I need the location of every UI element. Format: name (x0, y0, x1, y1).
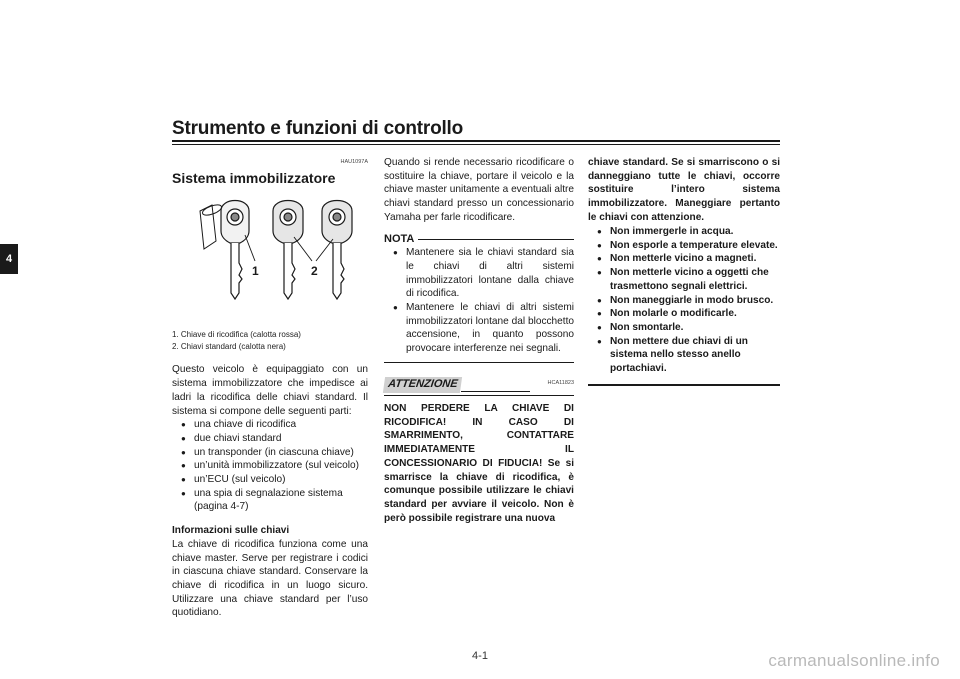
list-item: ● Non immergerle in acqua. (588, 225, 780, 239)
list-item: ● Non esporle a temperature elevate. (588, 239, 780, 253)
header-rule (172, 140, 780, 142)
standard-key-2 (322, 201, 352, 300)
list-item: ● Non metterle vicino a magneti. (588, 252, 780, 266)
figure-captions (172, 329, 368, 353)
recode-key (221, 201, 249, 300)
page-number: 4-1 (472, 650, 488, 662)
attenzione-list (588, 225, 780, 376)
attenzione-text-part-3: chiave standard. Se si smarriscono o si danneggiano tutte le chiavi, occorre sostituire l’intero sistema immobilizzatore. Maneggiare pertanto le chiavi con attenzione. (588, 157, 780, 223)
list-item: ● una chiave di ricodifica (172, 418, 368, 432)
list-item: ● Non smontarle. (588, 321, 780, 335)
list-item: ● un’unità immobilizzatore (sul veicolo) (172, 459, 368, 473)
section-end-rule (588, 384, 780, 386)
list-item: ● una spia di segnalazione sistema (pagina 4-7) (172, 487, 368, 514)
header-rule-thin (172, 144, 780, 145)
list-item: ● Non metterle vicino a oggetti che trasmettono segnali elettrici. (588, 266, 780, 293)
keys-illustration (172, 189, 368, 325)
column-2 (384, 156, 574, 396)
column-1 (172, 156, 368, 620)
standard-key-1 (273, 201, 303, 300)
keyring-tag (200, 203, 223, 249)
nota-heading (384, 233, 574, 247)
info-paragraph-1: La chiave di ricodifica funziona come una chiave master. Serve per registrare i codici in ciascuna chiave standard. Conservare la chiave di ricodifica in un luogo sicuro. Utilizzare una chiave standard per l’uso quotidiano. (172, 538, 368, 619)
attenzione-heading (384, 377, 574, 393)
list-item: ● Mantenere sia le chiavi standard sia le chiavi di altri sistemi immobilizzatori lontane dalla chiave di ricodifica. (384, 246, 574, 301)
section-code: HAU1097A (340, 159, 368, 165)
column-3 (588, 225, 780, 386)
attenzione-rule (384, 395, 574, 396)
attenzione-text-part-2: NON PERDERE LA CHIAVE DI RICODIFICA! IN CASO DI SMARRIMENTO, CONTATTARE IMMEDIATAMENTE IL CONCESSIONARIO DI FIDUCIA! Se si smarrisce la chiave di ricodifica, è comunque possibile utilizzare le chiavi standard per avviare il veicolo. Non è però possibile registrare una nuova (384, 403, 574, 524)
attenzione-label: ATTENZIONE (383, 377, 463, 393)
caption-1: 1. Chiave di ricodifica (calotta rossa) (172, 330, 301, 340)
page-header-title: Strumento e funzioni di controllo (172, 118, 464, 139)
intro-paragraph: Questo veicolo è equipaggiato con un sistema immobilizzatore che impedisce ai ladri la ricodifica delle chiavi standard. Il sistema si compone delle seguenti parti: (172, 364, 368, 417)
info-paragraph-2: Quando si rende necessario ricodificare o sostituire la chiave, portare il veicolo e la chiave master unitamente a eventuali altre chiavi standard presso un concessionario Yamaha per farle ricodificare. (384, 157, 574, 223)
list-item: ● due chiavi standard (172, 432, 368, 446)
list-item: ● Non molarle o modificarle. (588, 307, 780, 321)
nota-list (384, 246, 574, 356)
info-heading: Informazioni sulle chiavi (172, 525, 290, 537)
callout-label-2: 2 (311, 264, 318, 279)
components-list (172, 418, 368, 514)
callout-label-1: 1 (252, 264, 259, 279)
nota-label: NOTA (384, 232, 415, 245)
nota-end-rule (384, 362, 574, 363)
chapter-tab: 4 (0, 244, 18, 274)
attenzione-code: HCA11823 (547, 379, 574, 386)
list-item: ● Non mettere due chiavi di un sistema nello stesso anello portachiavi. (588, 335, 780, 376)
list-item: ● Non maneggiarle in modo brusco. (588, 294, 780, 308)
list-item: ● un’ECU (sul veicolo) (172, 473, 368, 487)
list-item: ● un transponder (in ciascuna chiave) (172, 446, 368, 460)
list-item: ● Mantenere le chiavi di altri sistemi immobilizzatori lontane dal blocchetto accensione, in quanto possono provocare interferenze nei segnali. (384, 301, 574, 356)
section-title: Sistema immobilizzatore (172, 169, 336, 186)
watermark: carmanualsonline.info (768, 651, 940, 670)
caption-2: 2. Chiavi standard (calotta nera) (172, 342, 286, 352)
keys-figure (172, 189, 368, 325)
